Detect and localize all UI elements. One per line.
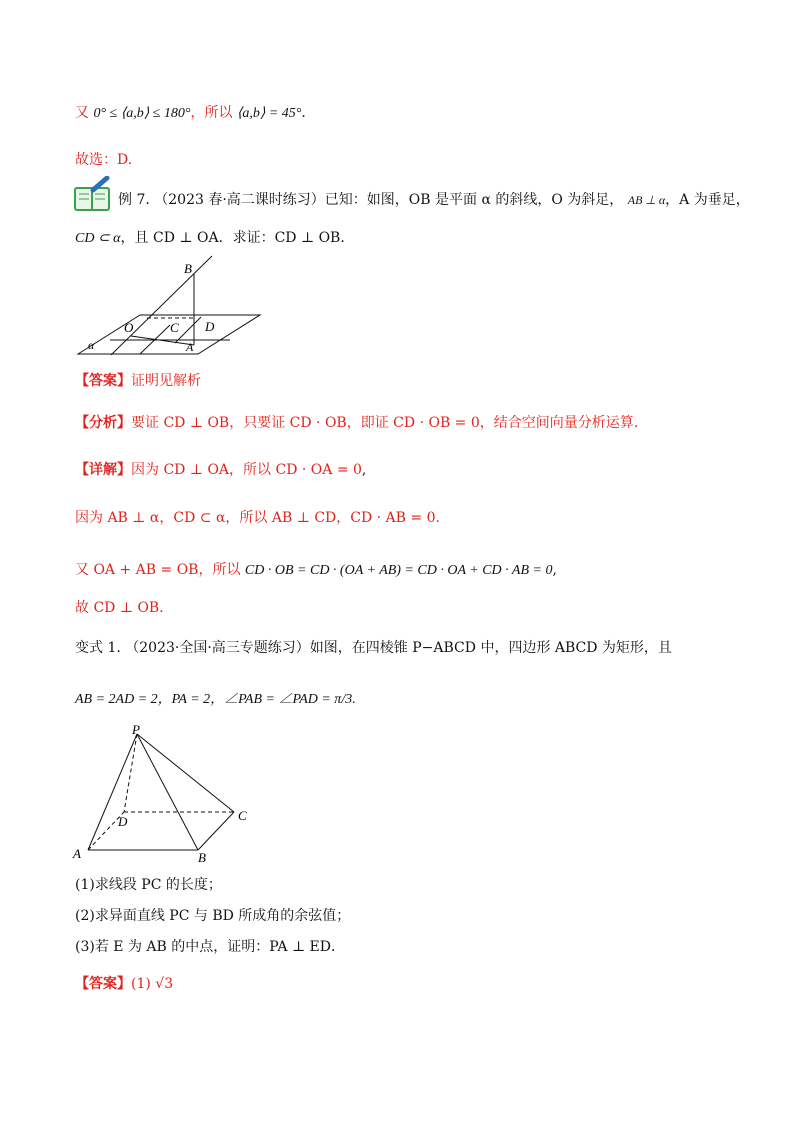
pyr-label-D: D — [118, 814, 128, 829]
label-B: B — [184, 261, 192, 276]
line1-end: . — [301, 105, 306, 121]
answer-text: 证明见解析 — [131, 373, 201, 389]
pyr-label-B: B — [198, 850, 206, 865]
variant-text: （2023·全国·高三专题练习）如图，在四棱锥 P−ABCD 中，四边形 ABCD 为矩形，且 — [125, 640, 672, 656]
detail-text3: , — [361, 462, 367, 478]
figure-oblique-line-plane — [70, 255, 270, 360]
final-answer-tag: 【答案】 — [75, 976, 131, 992]
example-7-line2 — [75, 228, 354, 249]
example-book-icon — [73, 176, 113, 212]
detail-line-1 — [75, 460, 366, 480]
detail3-text1: 又 OA + AB = OB — [75, 562, 199, 578]
variant-label: 变式 1. — [75, 640, 121, 656]
detail2-text4: ，CD · AB = 0. — [336, 510, 440, 526]
pyr-label-C: C — [238, 808, 247, 823]
detail-line-4: 故 CD ⊥ OB． — [75, 600, 174, 616]
line1-prefix: 又 — [75, 105, 89, 121]
detail3-math: CD · OB = CD · (OA + AB) = CD · OA + CD · AB = 0 — [244, 563, 553, 578]
question-2: (2)求异面直线 PC 与 BD 所成角的余弦值； — [75, 908, 351, 924]
line1-math: 0° ≤ ⟨a,b⟩ ≤ 180° — [93, 106, 191, 121]
line1-math2: ⟨a,b⟩ = 45° — [236, 106, 302, 121]
label-alpha: α — [88, 338, 95, 352]
answer-line — [75, 371, 201, 391]
label-D: D — [205, 319, 215, 334]
figure-pyramid — [70, 722, 270, 867]
analysis-line — [75, 413, 638, 433]
detail-text1: 因为 CD ⊥ OA — [131, 462, 230, 478]
detail3-end: , — [552, 562, 557, 578]
final-answer-line — [75, 974, 173, 994]
detail-line-3 — [75, 560, 557, 581]
pyr-label-A: A — [73, 846, 81, 861]
detail3-text2: ，所以 — [198, 562, 241, 578]
variant-line2: AB = 2AD = 2，PA = 2，∠PAB = ∠PAD = π/3. — [75, 692, 356, 707]
example-text2: ，A 为垂足， — [665, 192, 750, 208]
example-line2-text: ，且 CD ⊥ OA．求证：CD ⊥ OB． — [120, 230, 355, 246]
line1-mid: ，所以 — [190, 105, 233, 121]
analysis-tag: 【分析】 — [75, 415, 131, 431]
analysis-text3: ，即证 CD · OB = 0 — [346, 415, 480, 431]
example-line2-math: CD ⊂ α — [75, 231, 121, 246]
label-O: O — [124, 320, 134, 335]
detail-tag: 【详解】 — [75, 462, 131, 478]
final-answer-text: (1) √3 — [131, 976, 174, 992]
choice-answer: 故选：D. — [75, 152, 133, 168]
example-7-line1 — [118, 190, 750, 210]
analysis-text1: 要证 CD ⊥ OB — [131, 415, 230, 431]
example-text1: OB 是平面 α 的斜线，O 为斜足， — [408, 192, 624, 208]
question-1: (1)求线段 PC 的长度； — [75, 877, 222, 893]
answer-tag: 【答案】 — [75, 373, 131, 389]
detail2-text1: 因为 AB ⊥ α — [75, 510, 160, 526]
detail2-text2: ，CD ⊂ α — [159, 510, 226, 526]
analysis-text4: ，结合空间向量分析运算. — [479, 415, 639, 431]
analysis-text2: ，只要证 CD · OB — [229, 415, 347, 431]
question-3: (3)若 E 为 AB 的中点，证明：PA ⊥ ED． — [75, 939, 346, 955]
example-label: 例 7. — [118, 192, 150, 208]
variant-line1 — [75, 638, 672, 658]
detail-text2: ，所以 CD · OA = 0 — [229, 462, 362, 478]
detail2-text3: ，所以 AB ⊥ CD — [225, 510, 337, 526]
line-1 — [75, 103, 306, 124]
label-A: A — [186, 340, 194, 354]
pyr-label-P: P — [132, 722, 140, 737]
detail-line-2 — [75, 508, 440, 528]
label-C: C — [170, 320, 179, 335]
example-math1: AB ⊥ α — [627, 193, 666, 207]
example-source: （2023 春·高二课时练习）已知：如图， — [154, 192, 409, 208]
